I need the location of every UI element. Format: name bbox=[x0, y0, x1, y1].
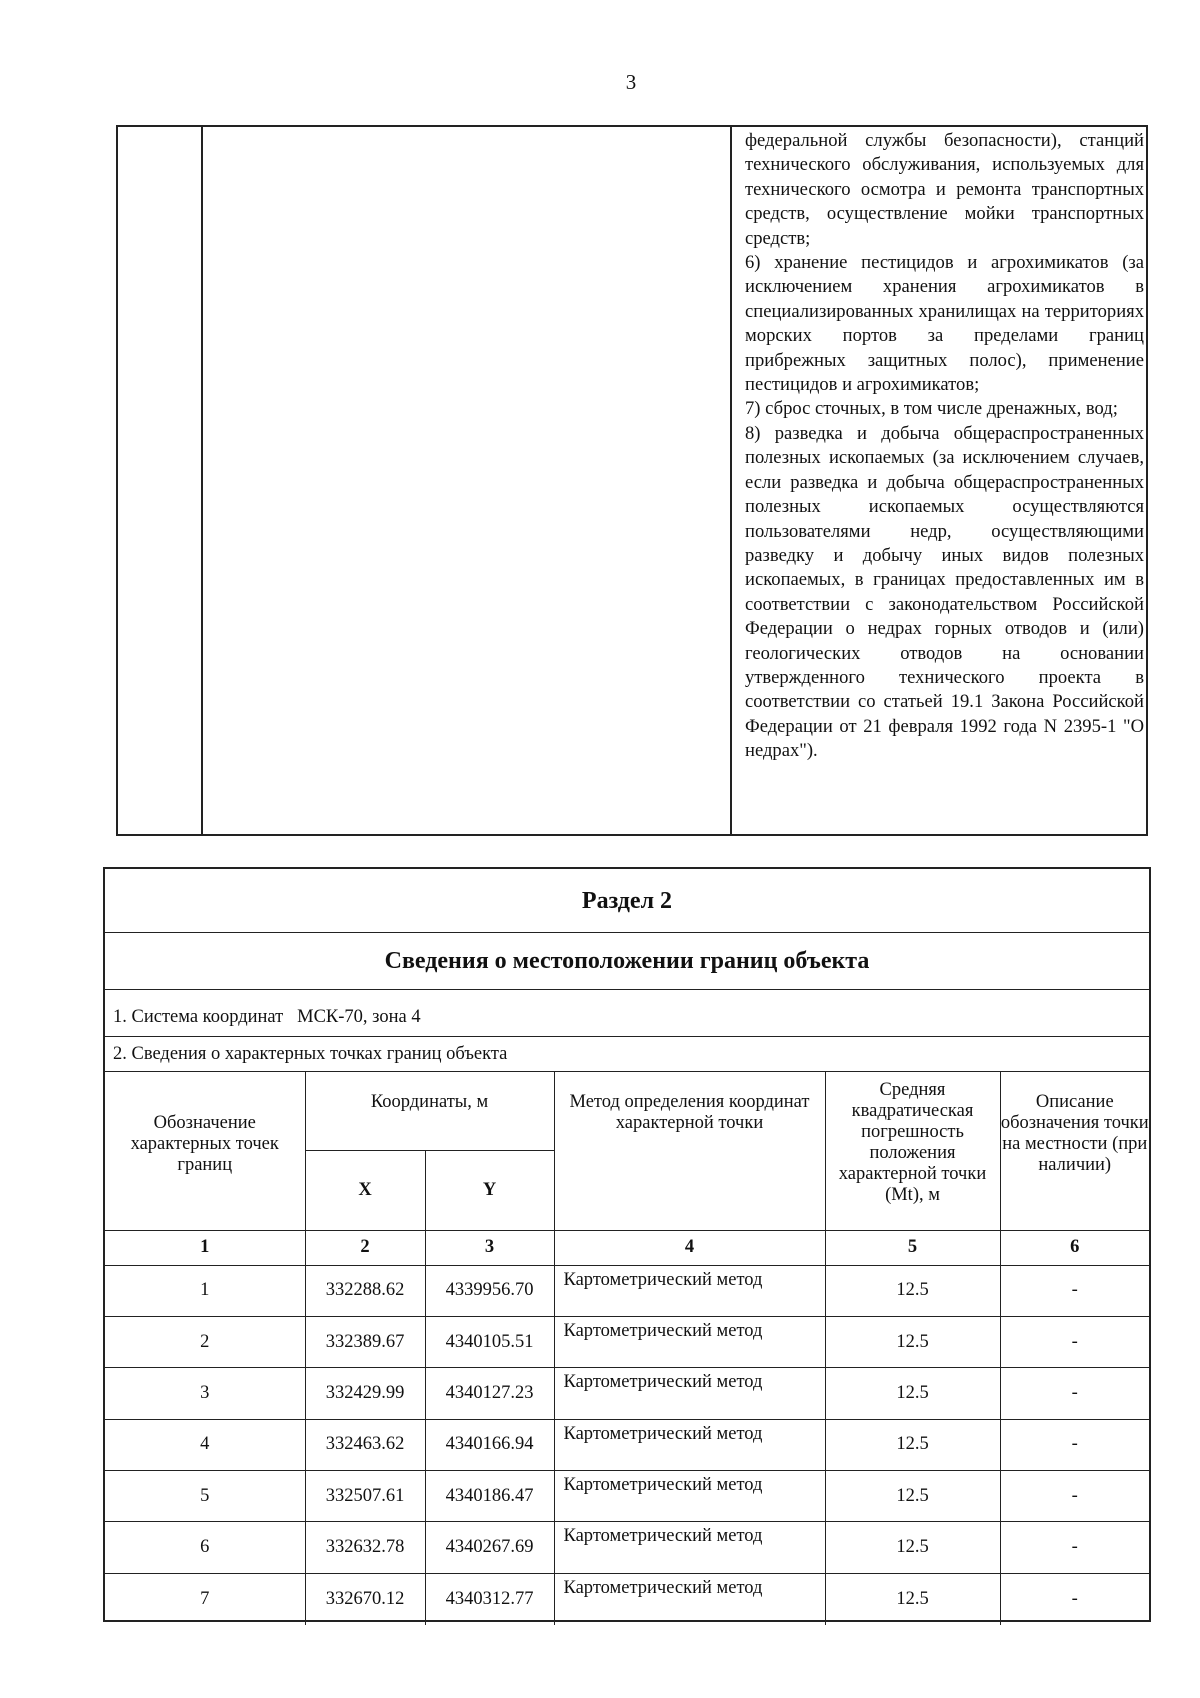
header-coordinates: Координаты, м bbox=[305, 1072, 554, 1150]
mean-error: 12.5 bbox=[825, 1471, 1000, 1522]
coord-y: 4340127.23 bbox=[425, 1368, 554, 1419]
method: Картометрический метод bbox=[554, 1419, 825, 1470]
table-row bbox=[105, 1265, 1149, 1316]
mean-error: 12.5 bbox=[825, 1573, 1000, 1624]
column-number: 3 bbox=[425, 1230, 554, 1265]
coordinate-system-line: 1. Система координат МСК-70, зона 4 bbox=[105, 990, 1149, 1037]
section-subtitle: Сведения о местоположении границ объекта bbox=[105, 933, 1149, 990]
coord-x: 332632.78 bbox=[305, 1522, 425, 1573]
point-description: - bbox=[1000, 1573, 1149, 1624]
mean-error: 12.5 bbox=[825, 1419, 1000, 1470]
point-description: - bbox=[1000, 1522, 1149, 1573]
coord-y: 4340267.69 bbox=[425, 1522, 554, 1573]
table-row bbox=[105, 1573, 1149, 1624]
point-description: - bbox=[1000, 1419, 1149, 1470]
point-number: 4 bbox=[105, 1419, 305, 1470]
table-row bbox=[105, 1471, 1149, 1522]
point-number: 6 bbox=[105, 1522, 305, 1573]
restriction-paragraph: 6) хранение пестицидов и агрохимикатов (за исключением хранения агрохимикатов в специализированных хранилищах на территориях морских портов за пределами границ прибрежных защитных полос), применение пестицидов и агрохимикатов; bbox=[745, 252, 1144, 396]
page-number: 3 bbox=[625, 70, 637, 94]
point-number: 1 bbox=[105, 1265, 305, 1316]
empty-column-2 bbox=[203, 127, 732, 834]
restriction-paragraph: 8) разведка и добыча общераспространенных полезных ископаемых (за исключением случаев, если разведка и добыча общераспространенных полезных ископаемых осуществляются пользователями недр, осуществляющими разведку и добычу иных видов полезных ископаемых, в границах предоставленных им в соответствии с законодательством Российской Федерации о недрах горных отводов и (или) геологических отводов на основании утвержденного технического проекта в соответствии со статьей 19.1 Закона Российской Федерации от 21 февраля 1992 года N 2395-1 "О недрах"). bbox=[745, 422, 1144, 762]
restriction-paragraph: 7) сброс сточных, в том числе дренажных, вод; bbox=[745, 398, 1118, 420]
table-row bbox=[105, 1368, 1149, 1419]
header-method: Метод определения координат характерной точки bbox=[554, 1072, 825, 1230]
empty-column-1 bbox=[118, 127, 203, 834]
column-number: 5 bbox=[825, 1230, 1000, 1265]
boundary-points-table bbox=[105, 1072, 1149, 1625]
coord-y: 4340312.77 bbox=[425, 1573, 554, 1624]
method: Картометрический метод bbox=[554, 1471, 825, 1522]
header-mean-error: Средняя квадратическая погрешность положения характерной точки (Mt), м bbox=[825, 1072, 1000, 1230]
mean-error: 12.5 bbox=[825, 1316, 1000, 1367]
point-number: 2 bbox=[105, 1316, 305, 1367]
table-row bbox=[105, 1419, 1149, 1470]
method: Картометрический метод bbox=[554, 1522, 825, 1573]
header-description: Описание обозначения точки на местности (при наличии) bbox=[1000, 1072, 1149, 1230]
mean-error: 12.5 bbox=[825, 1522, 1000, 1573]
section-title: Раздел 2 bbox=[105, 869, 1149, 933]
method: Картометрический метод bbox=[554, 1573, 825, 1624]
coord-y: 4340186.47 bbox=[425, 1471, 554, 1522]
restriction-paragraph: федеральной службы безопасности), станций технического обслуживания, используемых для технического осмотра и ремонта транспортных средств, осуществление мойки транспортных средств; bbox=[745, 130, 1144, 249]
point-number: 7 bbox=[105, 1573, 305, 1624]
point-number: 5 bbox=[105, 1471, 305, 1522]
column-number-row bbox=[105, 1230, 1149, 1265]
header-designation: Обозначение характерных точек границ bbox=[105, 1072, 305, 1230]
mean-error: 12.5 bbox=[825, 1368, 1000, 1419]
column-number: 1 bbox=[105, 1230, 305, 1265]
restrictions-text-cell bbox=[732, 127, 1146, 834]
method: Картометрический метод bbox=[554, 1316, 825, 1367]
point-description: - bbox=[1000, 1471, 1149, 1522]
coord-y: 4340105.51 bbox=[425, 1316, 554, 1367]
points-caption-line: 2. Сведения о характерных точках границ объекта bbox=[105, 1037, 1149, 1072]
method: Картометрический метод bbox=[554, 1368, 825, 1419]
header-y: Y bbox=[425, 1150, 554, 1230]
method: Картометрический метод bbox=[554, 1265, 825, 1316]
coord-x: 332670.12 bbox=[305, 1573, 425, 1624]
section-2-table bbox=[103, 867, 1151, 1622]
table-row bbox=[105, 1522, 1149, 1573]
coord-y: 4340166.94 bbox=[425, 1419, 554, 1470]
column-number: 2 bbox=[305, 1230, 425, 1265]
restrictions-table-continuation bbox=[116, 125, 1148, 836]
coord-x: 332288.62 bbox=[305, 1265, 425, 1316]
header-x: X bbox=[305, 1150, 425, 1230]
coord-y: 4339956.70 bbox=[425, 1265, 554, 1316]
column-number: 4 bbox=[554, 1230, 825, 1265]
point-description: - bbox=[1000, 1316, 1149, 1367]
coord-x: 332429.99 bbox=[305, 1368, 425, 1419]
point-number: 3 bbox=[105, 1368, 305, 1419]
coord-x: 332463.62 bbox=[305, 1419, 425, 1470]
point-description: - bbox=[1000, 1265, 1149, 1316]
point-description: - bbox=[1000, 1368, 1149, 1419]
coord-x: 332389.67 bbox=[305, 1316, 425, 1367]
coord-x: 332507.61 bbox=[305, 1471, 425, 1522]
mean-error: 12.5 bbox=[825, 1265, 1000, 1316]
header-row bbox=[105, 1072, 1149, 1150]
column-number: 6 bbox=[1000, 1230, 1149, 1265]
table-row bbox=[105, 1316, 1149, 1367]
